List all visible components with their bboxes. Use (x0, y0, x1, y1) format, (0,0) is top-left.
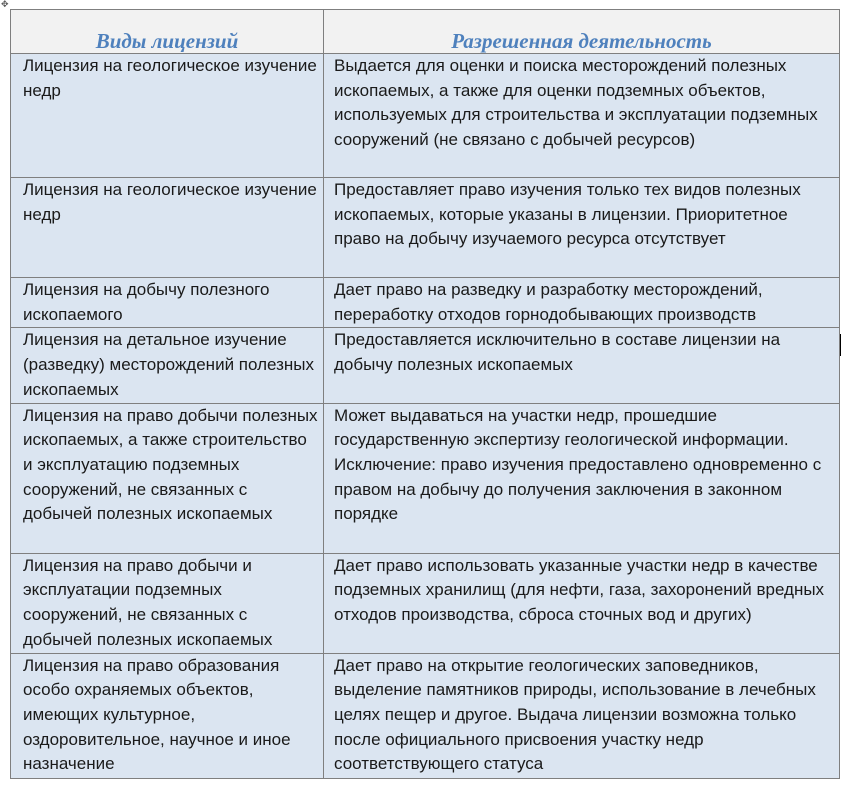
table-row (11, 178, 840, 278)
license-activity-cell: Дает право на разведку и разработку месторождений, переработку отходов горнодобывающих производств (324, 278, 840, 328)
license-type-cell: Лицензия на геологическое изучение недр (11, 178, 324, 278)
header-license-types-text: Виды лицензий (95, 29, 239, 53)
license-activity-cell: Может выдаваться на участки недр, прошедшие государственную экспертизу геологической информации. Исключение: право изучения предоставлено одновременно с правом на добычу до получения заключения в законном порядке (324, 403, 840, 553)
license-type-cell: Лицензия на право добычи и эксплуатации подземных сооружений, не связанных с добычей полезных ископаемых (11, 553, 324, 653)
license-activity-cell: Выдается для оценки и поиска месторождений полезных ископаемых, а также для оценки подземных объектов, используемых для строительства и эксплуатации подземных сооружений (не связано с добычей ресурсов) (324, 54, 840, 178)
license-activity-cell: Предоставляется исключительно в составе лицензии на добычу полезных ископаемых (324, 328, 840, 403)
license-type-cell: Лицензия на добычу полезного ископаемого (11, 278, 324, 328)
table-move-handle-icon[interactable]: ✥ (1, 0, 9, 9)
table-row (11, 54, 840, 178)
license-activity-cell: Дает право использовать указанные участки недр в качестве подземных хранилищ (для нефти, газа, захоронений вредных отходов производства, сброса сточных вод и других) (324, 553, 840, 653)
header-license-types (11, 10, 324, 54)
license-activity-cell: Предоставляет право изучения только тех видов полезных ископаемых, которые указаны в лицензии. Приоритетное право на добычу изучаемого ресурса отсутствует (324, 178, 840, 278)
license-type-cell: Лицензия на право добычи полезных ископаемых, а также строительство и эксплуатацию подземных сооружений, не связанных с добычей полезных ископаемых (11, 403, 324, 553)
header-permitted-activity (324, 10, 840, 54)
header-permitted-activity-text: Разрешенная деятельность (451, 29, 712, 53)
license-table (10, 9, 840, 779)
table-row (11, 553, 840, 653)
license-type-cell: Лицензия на детальное изучение (разведку) месторождений полезных ископаемых (11, 328, 324, 403)
license-type-cell: Лицензия на право образования особо охраняемых объектов, имеющих культурное, оздоровительное, научное и иное назначение (11, 653, 324, 778)
table-row (11, 653, 840, 778)
table-row (11, 403, 840, 553)
text-cursor (840, 334, 841, 356)
table-row (11, 328, 840, 403)
license-type-cell: Лицензия на геологическое изучение недр (11, 54, 324, 178)
table-row (11, 278, 840, 328)
license-activity-cell: Дает право на открытие геологических заповедников, выделение памятников природы, использование в лечебных целях пещер и другое. Выдача лицензии возможна только после официального присвоения участку недр соответствующего статуса (324, 653, 840, 778)
table-header-row (11, 10, 840, 54)
